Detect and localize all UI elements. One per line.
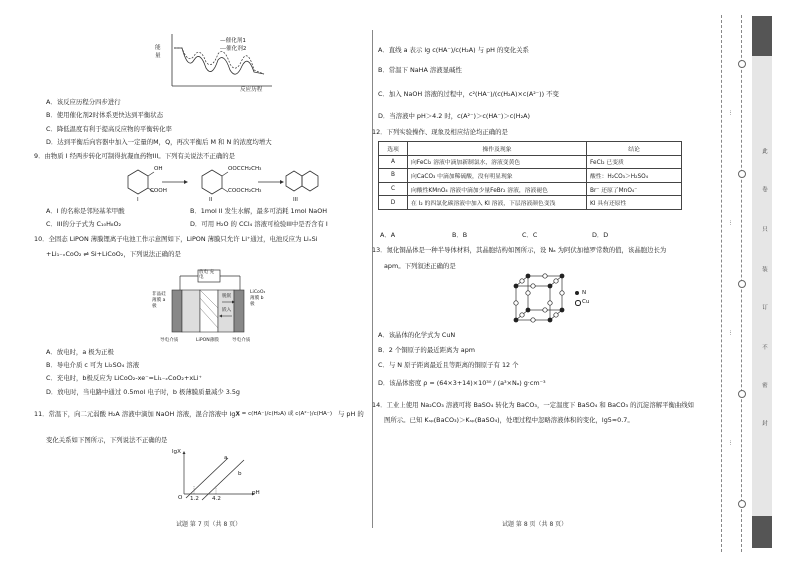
battery-top-label: 放电 充电 (199, 270, 215, 280)
strip-label: 密 (761, 382, 767, 388)
q14-stem-2: 图所示。已知 Kₛₚ(BaCO₃)＞Kₛₚ(BaSO₄)，处理过程中忽略溶液体积的变化，lg5≈0.7。 (384, 416, 634, 424)
binding-bar-top (752, 16, 772, 56)
battery-right-label: LiCoO₂ 薄膜 b极 (250, 290, 266, 307)
strip-label: 只 (761, 226, 767, 232)
battery-membrane-label: LiPON薄膜 (196, 338, 219, 343)
q9-stem: 9．由物质 I 经两步转化可制得抗凝血药物III。下列有关说法不正确的是 (34, 152, 235, 160)
column-divider (372, 30, 373, 528)
table-cell: 向酸性KMnO₄ 溶液中滴加少量FeBr₂ 溶液，溶液褪色 (408, 182, 587, 196)
q9-option-a: A．I 的名称是邻羟基苯甲酸 (46, 207, 125, 215)
q11-graph-origin: O (178, 495, 183, 501)
q11-option-d: D．当溶液中 pH＞4.2 时，c(A²⁻)＞c(HA⁻)＞c(H₂A) (378, 112, 531, 120)
q8-option-c: C．降低温度有利于提高反应物的平衡转化率 (46, 125, 172, 133)
q11-graph-xlabel: pH (252, 490, 260, 496)
table-cell: D (379, 196, 408, 210)
q9-reaction-scheme (110, 162, 320, 208)
battery-left-label: 非晶硅 薄膜 a极 (152, 292, 166, 309)
q10-option-c: C．充电时，b极反应为 LiCoO₂-xe⁻=Li₁₋ₓCoO₂+xLi⁺ (46, 374, 202, 382)
q12-answer-c: C．C (522, 231, 538, 239)
table-cell: B (379, 169, 408, 183)
q9-label-i: I (137, 197, 139, 203)
q11-stem-2: 变化关系如下图所示，下列说法不正确的是 (46, 436, 168, 444)
q9-sub-oh: OH (154, 166, 163, 172)
strip-dot-label: … (728, 330, 734, 336)
q14-stem: 14．工业上使用 Na₂CO₃ 溶液可将 BaSO₄ 转化为 BaCO₃，一定温度下 BaSO₄ 和 BaCO₃ 的沉淀溶解平衡曲线如 (372, 401, 695, 409)
q8-option-a: A．该反应历程分四步进行 (46, 98, 121, 106)
q9-option-c: C．III的分子式为 C₁₀H₈O₂ (46, 220, 122, 228)
table-header-cell: 操作及现象 (408, 142, 587, 156)
q13-option-b: B．2 个铜原子的最近距离为 apm (378, 346, 476, 354)
q9-sub-ester-1: OOCCH₂CH₃ (228, 166, 262, 172)
graph-xlabel: 反应历程 (240, 87, 263, 93)
strip-dot-label: … (728, 440, 734, 446)
q10-option-b: B．导电介质 c 可为 Li₂SO₄ 溶液 (46, 361, 140, 369)
q11-tick-1: 1.2 (190, 496, 199, 502)
battery-left-base: 导电介质 (160, 338, 179, 343)
q11-tick-2: 4.2 (212, 496, 221, 502)
q9-label-iii: III (293, 197, 298, 203)
q12-stem: 12．下列实验操作、现象及相应结论均正确的是 (372, 128, 508, 136)
crystal-unit-cell-diagram (510, 270, 570, 330)
strip-label: 卷 (761, 186, 767, 192)
q11-stem-tail: 与 pH 的 (338, 410, 364, 418)
q9-sub-ester-2: COOCH₂CH₃ (228, 188, 262, 194)
table-header-cell: 结论 (587, 142, 682, 156)
battery-right-base: 导电介质 (232, 338, 251, 343)
q12-answer-d: D．D (592, 231, 609, 239)
strip-label: 此 (761, 148, 767, 154)
q11-graph-ylabel: lgX (172, 449, 181, 455)
table-row (379, 155, 682, 169)
punch-hole (738, 60, 746, 68)
q11-stem: 11．常温下，向二元弱酸 H₂A 溶液中滴加 NaOH 溶液，混合溶液中 lgX (34, 410, 240, 418)
table-row (379, 196, 682, 210)
q10-option-d: D．放电时，当电路中通过 0.5mol 电子时，b 极薄膜质量减少 3.5g (46, 388, 240, 396)
battery-out-arrow-label: 脱嵌 (222, 294, 232, 299)
page-footer-8: 试题 第 8 页（共 8 页） (502, 521, 568, 528)
q8-option-b: B．使用催化剂2时体系更快达到平衡状态 (46, 111, 164, 119)
q11-option-b: B．常温下 NaHA 溶液显碱性 (378, 66, 462, 74)
battery-in-arrow-label: 嵌入 (222, 308, 232, 313)
q11-line-b-label: b (238, 471, 242, 477)
legend-n-label: N (582, 290, 587, 296)
binding-bar-bottom (752, 516, 772, 548)
table-cell: A (379, 155, 408, 169)
table-cell: KI 具有还原性 (587, 196, 682, 210)
q11-option-a: A．直线 a 表示 lg c(HA⁻)/c(H₂A) 与 pH 的变化关系 (378, 46, 529, 54)
strip-label: 订 (761, 304, 767, 310)
q13-option-a: A．该晶体的化学式为 CuN (378, 331, 456, 339)
table-row (379, 182, 682, 196)
binding-bar-body (752, 56, 772, 516)
legend-n-dot (575, 291, 579, 295)
table-cell: 向CaCO₃ 中滴加稀硫酸，没有明显现象 (408, 169, 587, 183)
q8-option-d: D．达到平衡后向容器中加入一定量的M，Q，再次平衡后 M 和 N 的浓度均增大 (46, 138, 272, 146)
q9-sub-cooh: COOH (150, 188, 167, 194)
table-cell: 在 I₂ 的四氯化碳溶液中加入 KI 溶液，下层溶液颜色变浅 (408, 196, 587, 210)
punch-hole (738, 500, 746, 508)
strip-label: 封 (761, 420, 767, 426)
strip-label: 不 (761, 344, 767, 350)
q11-x-definition: X = c(HA⁻)/c(H₂A) 或 c(A²⁻)/c(HA⁻) (236, 411, 333, 417)
page-footer-7: 试题 第 7 页（共 8 页） (176, 521, 242, 528)
punch-hole (738, 170, 746, 178)
table-cell: Br⁻ 还原了MnO₄⁻ (587, 182, 682, 196)
q13-stem-2: apm。下列叙述正确的是 (384, 262, 456, 270)
legend-catalyst-1: —催化剂1 (220, 38, 246, 44)
legend-catalyst-2: ---催化剂2 (220, 46, 247, 52)
q12-answer-a: A．A (380, 231, 396, 239)
legend-cu-label: Cu (582, 299, 590, 305)
table-header-row (379, 142, 682, 156)
table-cell: 酸性：H₂CO₃＞H₂SO₄ (587, 169, 682, 183)
cut-line-1 (721, 15, 722, 552)
strip-label: 装 (761, 266, 767, 272)
q12-options-table (378, 141, 682, 210)
strip-dot-label: … (728, 220, 734, 226)
q9-option-b: B．1mol II 发生水解，最多可消耗 1mol NaOH (190, 207, 328, 215)
q13-option-c: C．与 N 原子距离最近且等距离的铜原子有 12 个 (378, 361, 519, 369)
q9-option-d: D．可用 H₂O 的 CCl₄ 溶液可检验III中是否含有 I (190, 220, 328, 228)
legend-cu-dot (575, 300, 581, 306)
q9-label-ii: II (209, 197, 213, 203)
table-cell: FeCl₂ 已变质 (587, 155, 682, 169)
q10-stem-2: +Li₁₋ₓCoO₂ ⇌ Si+LiCoO₂，下列说法正确的是 (46, 250, 181, 258)
q11-option-c: C．加入 NaOH 溶液的过程中，c²(HA⁻)/(c(H₂A)×c(A²⁻)) 不变 (378, 90, 559, 98)
q11-line-a-label: a (224, 455, 228, 461)
q13-stem: 13．氮化铜晶体是一种半导体材料，其晶胞结构如图所示，设 Nₐ 为阿伏加德罗常数的值，该晶胞边长为 (372, 246, 667, 254)
table-cell: C (379, 182, 408, 196)
q12-answer-b: B．B (452, 231, 468, 239)
graph-ylabel: 能量 (155, 45, 161, 59)
q13-option-d: D．该晶体密度 ρ = (64×3+14)×10³⁰ / (a³×Nₐ) g·cm⁻³ (378, 379, 546, 387)
table-row (379, 169, 682, 183)
punch-hole (738, 280, 746, 288)
table-cell: 向FeCl₂ 溶液中滴加新制氯水，溶液变黄色 (408, 155, 587, 169)
table-header-cell: 选项 (379, 142, 408, 156)
strip-dot-label: … (728, 110, 734, 116)
q10-stem: 10．全固态 LiPON 薄膜锂离子电池工作示意图如下，LiPON 薄膜只允许 Li⁺通过，电池反应为 LiₓSi (34, 235, 318, 243)
punch-hole (738, 390, 746, 398)
q10-option-a: A．放电时，a 极为正极 (46, 348, 114, 356)
